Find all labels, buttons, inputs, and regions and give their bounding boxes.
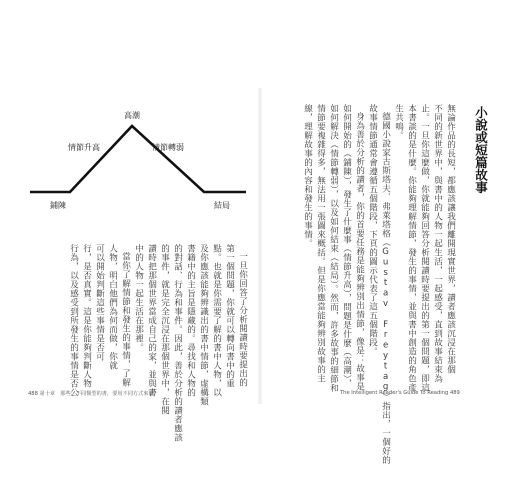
left-text-column: 及你應該能夠辨識出的書中情節，虛構類 bbox=[198, 244, 209, 406]
right-text-column: 不同的新世界中，與書中的人物一起生活，一起感受，直到故事結束為 bbox=[432, 104, 443, 383]
footer-left-page-number: 488 第十章 那些，不同類型的書，要用不同方式來讀？ bbox=[28, 391, 159, 397]
left-text-column: 當你了解情節和發生的事情，了解 bbox=[120, 252, 131, 387]
left-text-column: 中的人物一起生活在那裡。 bbox=[133, 244, 144, 352]
right-text-column: 止。一旦你這麼做，你就能夠回答分析閱讀時要提出的第一個問題，即這 bbox=[419, 104, 430, 392]
right-text-column: 情節要複雜得多，無法用一張圖來概括。但是你應當能夠辨別故事的主 bbox=[315, 104, 326, 383]
right-text-column: 故事情節通常會遵循五個階段，下頁的圖示代表了這五個階段。 bbox=[367, 104, 378, 356]
left-text-column: 可以開始判斷這些事情是否可 bbox=[94, 244, 105, 361]
left-text-column: 行，是否真實。這是你能夠判斷人物 bbox=[81, 244, 92, 388]
diagram-label-start: 鋪陳 bbox=[50, 201, 66, 210]
gutter-shadow bbox=[257, 88, 263, 404]
right-text-column: 線，理解故事的內容和發生的事情。 bbox=[302, 104, 313, 248]
left-text-column: 行為，以及感受到所發生的事情是否公 bbox=[68, 244, 79, 397]
left-text-column: 點。也就是你需要了解的書中人物，以 bbox=[211, 244, 222, 397]
left-text-column: 的對話、行為和事件。因此，善於分析的讀者應該 bbox=[172, 244, 183, 442]
right-text-column: 生共鳴。 bbox=[393, 104, 404, 140]
left-text-column: 第一個問題，你就可以轉向書中的重 bbox=[224, 244, 235, 388]
plot-structure-diagram bbox=[28, 108, 248, 248]
plot-line bbox=[30, 126, 246, 192]
left-text-column: 書籍中的主旨是隱藏的。尋找和人物的 bbox=[185, 244, 196, 397]
section-title: 小說或短篇故事 bbox=[473, 106, 489, 194]
footer-right-page-number: The Intelligent Reader's Guide To Reading 489 bbox=[340, 390, 460, 396]
diagram-label-peak: 高潮 bbox=[124, 111, 140, 120]
right-text-column: 如何解決（情節轉弱），以及如何結束（結局）。然而，許多故事的細節和 bbox=[328, 104, 339, 393]
plot-triangle-svg bbox=[28, 108, 248, 248]
left-text-column: 讀時把那個世界當成自己的家，並與書 bbox=[146, 244, 157, 397]
right-text-column: 如何開始的（鋪陳），發生了什麼事（情節升高），問題是什麼（高潮）， bbox=[341, 104, 352, 389]
right-text-column: 本書談的是什麼。你能夠理解情節，發生的事情，並與書中創造的角色產 bbox=[406, 104, 417, 392]
left-text-column: 一旦你回答了分析閱讀時要提出的 bbox=[237, 252, 248, 387]
right-text-column: 德國小說家古斯塔夫．弗萊塔格（Gustav Freytag）指出，一個好的 bbox=[380, 112, 391, 465]
right-text-column: 無論作品的長短，都應該讓我們離開現實世界，讀者應該沉浸在那個 bbox=[445, 104, 456, 374]
diagram-label-end: 結局 bbox=[214, 201, 230, 210]
diagram-label-rising: 情節升高 bbox=[68, 143, 100, 152]
left-text-column: 人物，明白他們為何而做，你就 bbox=[107, 244, 118, 370]
right-text-column: 身為善於分析的讀者，你的首要任務是能夠辨別出情節，像是：故事是 bbox=[354, 112, 365, 391]
diagram-label-falling: 情節轉弱 bbox=[152, 143, 184, 152]
left-text-column: 的事件，就是完全沉浸在那個世界中，在閱 bbox=[159, 244, 170, 415]
